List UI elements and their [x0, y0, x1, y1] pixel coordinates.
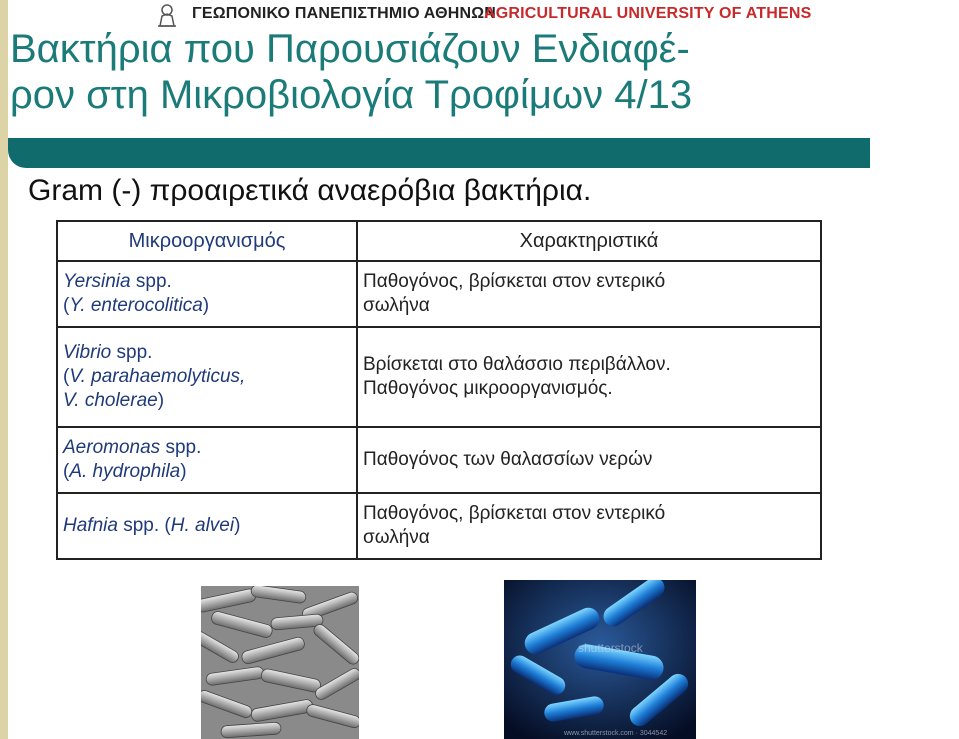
organism-cell	[57, 427, 357, 493]
university-header	[0, 0, 959, 28]
column-header-organism: Μικροοργανισμός	[57, 221, 357, 261]
table-row	[57, 261, 821, 327]
organism-genus: Hafnia spp. (H. alvei)	[63, 515, 241, 536]
left-accent-bar	[0, 0, 8, 739]
organism-species: (Y. enterocolitica)	[63, 295, 210, 316]
micrograph-rods	[201, 586, 359, 739]
bacteria-table	[56, 220, 822, 560]
slide-title	[10, 26, 959, 118]
table-row	[57, 427, 821, 493]
characteristics-cell: Παθογόνος των θαλασσίων νερών	[357, 427, 821, 493]
organism-species: (A. hydrophila)	[63, 461, 187, 482]
organism-species: V. cholerae)	[63, 390, 165, 411]
bacteria-illustration-icon	[504, 580, 696, 739]
organism-cell	[57, 327, 357, 427]
column-header-characteristics: Χαρακτηριστικά	[357, 221, 821, 261]
organism-species: (V. parahaemolyticus,	[63, 366, 246, 387]
watermark-text: shutterstock	[578, 641, 643, 655]
characteristics-cell: Παθογόνος, βρίσκεται στον εντερικό σωλήνα	[357, 261, 821, 327]
stock-id-text: www.shutterstock.com · 3044542	[564, 730, 668, 737]
organism-genus: Yersinia spp.	[63, 271, 172, 292]
organism-cell	[57, 261, 357, 327]
illustration-rods	[504, 580, 696, 739]
characteristics-cell: Παθογόνος, βρίσκεται στον εντερικό σωλήνα	[357, 493, 821, 559]
table-row	[57, 493, 821, 559]
slide-title-line-2: ρον στη Μικροβιολογία Τροφίμων 4/13	[10, 73, 693, 117]
university-seal-icon	[150, 1, 184, 27]
slide-title-line-1: Βακτήρια που Παρουσιάζουν Ενδιαφέ-	[10, 27, 690, 71]
table-row	[57, 327, 821, 427]
organism-genus: Aeromonas spp.	[63, 437, 202, 458]
title-divider-band	[8, 138, 870, 168]
characteristics-cell: Βρίσκεται στο θαλάσσιο περιβάλλον. Παθογόνος μικροοργανισμός.	[357, 327, 821, 427]
organism-genus: Vibrio spp.	[63, 342, 153, 363]
bacteria-micrograph-icon	[201, 586, 359, 739]
slide-subtitle: Gram (-) προαιρετικά αναερόβια βακτήρια.	[28, 174, 592, 207]
table-header-row	[57, 221, 821, 261]
university-name-greek: ΓΕΩΠΟΝΙΚΟ ΠΑΝΕΠΙΣΤΗΜΙΟ ΑΘΗΝΩΝ	[192, 5, 497, 22]
organism-cell	[57, 493, 357, 559]
university-name-english: AGRICULTURAL UNIVERSITY OF ATHENS	[484, 5, 812, 22]
